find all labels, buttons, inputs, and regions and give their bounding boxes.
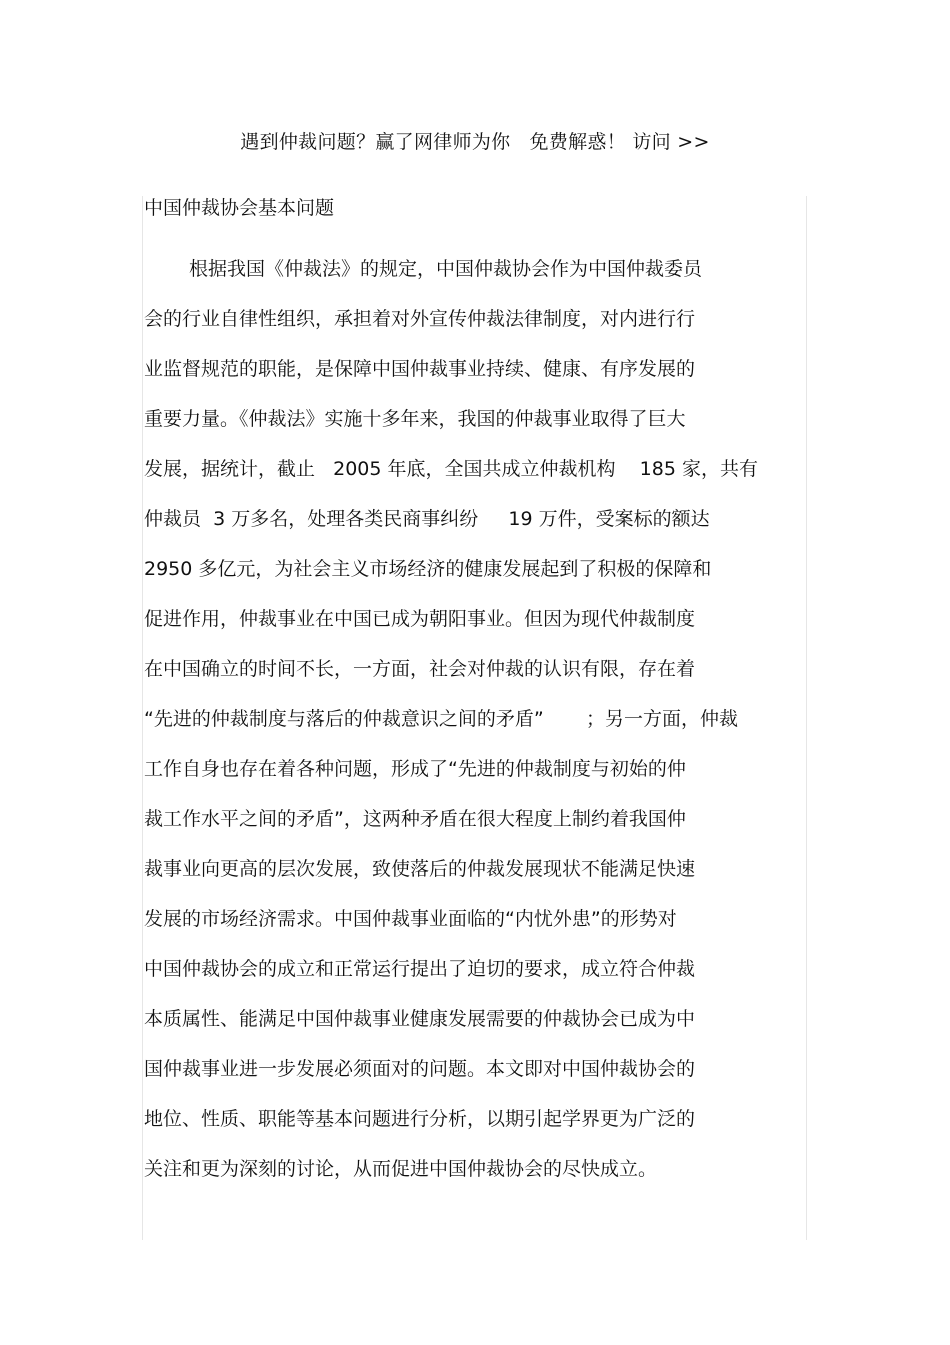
- document-title: 中国仲裁协会基本问题: [144, 197, 335, 219]
- paragraph-line: 关注和更为深刻的讨论，从而促进中国仲裁协会的尽快成立。: [144, 1158, 658, 1180]
- content-frame-left-border: [142, 196, 143, 1240]
- paragraph-line: 发展的市场经济需求。中国仲裁事业面临的“内忧外患”的形势对: [144, 908, 677, 930]
- paragraph-line: 地位、性质、职能等基本问题进行分析，以期引起学界更为广泛的: [144, 1108, 696, 1130]
- document-body: [144, 255, 804, 1205]
- paragraph-line: 促进作用，仲裁事业在中国已成为朝阳事业。但因为现代仲裁制度: [144, 608, 696, 630]
- promo-banner-text: 遇到仲裁问题？赢了网律师为你 免费解惑！: [240, 131, 633, 153]
- paragraph-line: 根据我国《仲裁法》的规定，中国仲裁协会作为中国仲裁委员: [189, 258, 703, 280]
- visit-link[interactable]: 访问 >>: [632, 131, 710, 153]
- content-frame-right-border: [806, 196, 807, 1240]
- paragraph-line: 本质属性、能满足中国仲裁事业健康发展需要的仲裁协会已成为中: [144, 1008, 696, 1030]
- promo-banner: [0, 128, 950, 156]
- paragraph-line: 会的行业自律性组织，承担着对外宣传仲裁法律制度，对内进行行: [144, 308, 696, 330]
- paragraph-line: 仲裁员 3 万多名，处理各类民商事纠纷 19 万件，受案标的额达: [144, 508, 710, 530]
- paragraph-line: 重要力量。《仲裁法》实施十多年来，我国的仲裁事业取得了巨大: [144, 408, 686, 430]
- paragraph-line: 在中国确立的时间不长，一方面，社会对仲裁的认识有限，存在着: [144, 658, 696, 680]
- paragraph-line: 2950 多亿元，为社会主义市场经济的健康发展起到了积极的保障和: [144, 558, 712, 580]
- paragraph-line: 业监督规范的职能，是保障中国仲裁事业持续、健康、有序发展的: [144, 358, 696, 380]
- paragraph-line: 发展，据统计，截止 2005 年底，全国共成立仲裁机构 185 家，共有: [144, 458, 758, 480]
- paragraph-line: 裁工作水平之间的矛盾”，这两种矛盾在很大程度上制约着我国仲: [144, 808, 686, 830]
- paragraph-line: “先进的仲裁制度与落后的仲裁意识之间的矛盾” ；另一方面，仲裁: [144, 708, 738, 730]
- paragraph-line: 工作自身也存在着各种问题，形成了“先进的仲裁制度与初始的仲: [144, 758, 686, 780]
- paragraph-line: 中国仲裁协会的成立和正常运行提出了迫切的要求，成立符合仲裁: [144, 958, 696, 980]
- paragraph-line: 国仲裁事业进一步发展必须面对的问题。本文即对中国仲裁协会的: [144, 1058, 696, 1080]
- paragraph-line: 裁事业向更高的层次发展，致使落后的仲裁发展现状不能满足快速: [144, 858, 696, 880]
